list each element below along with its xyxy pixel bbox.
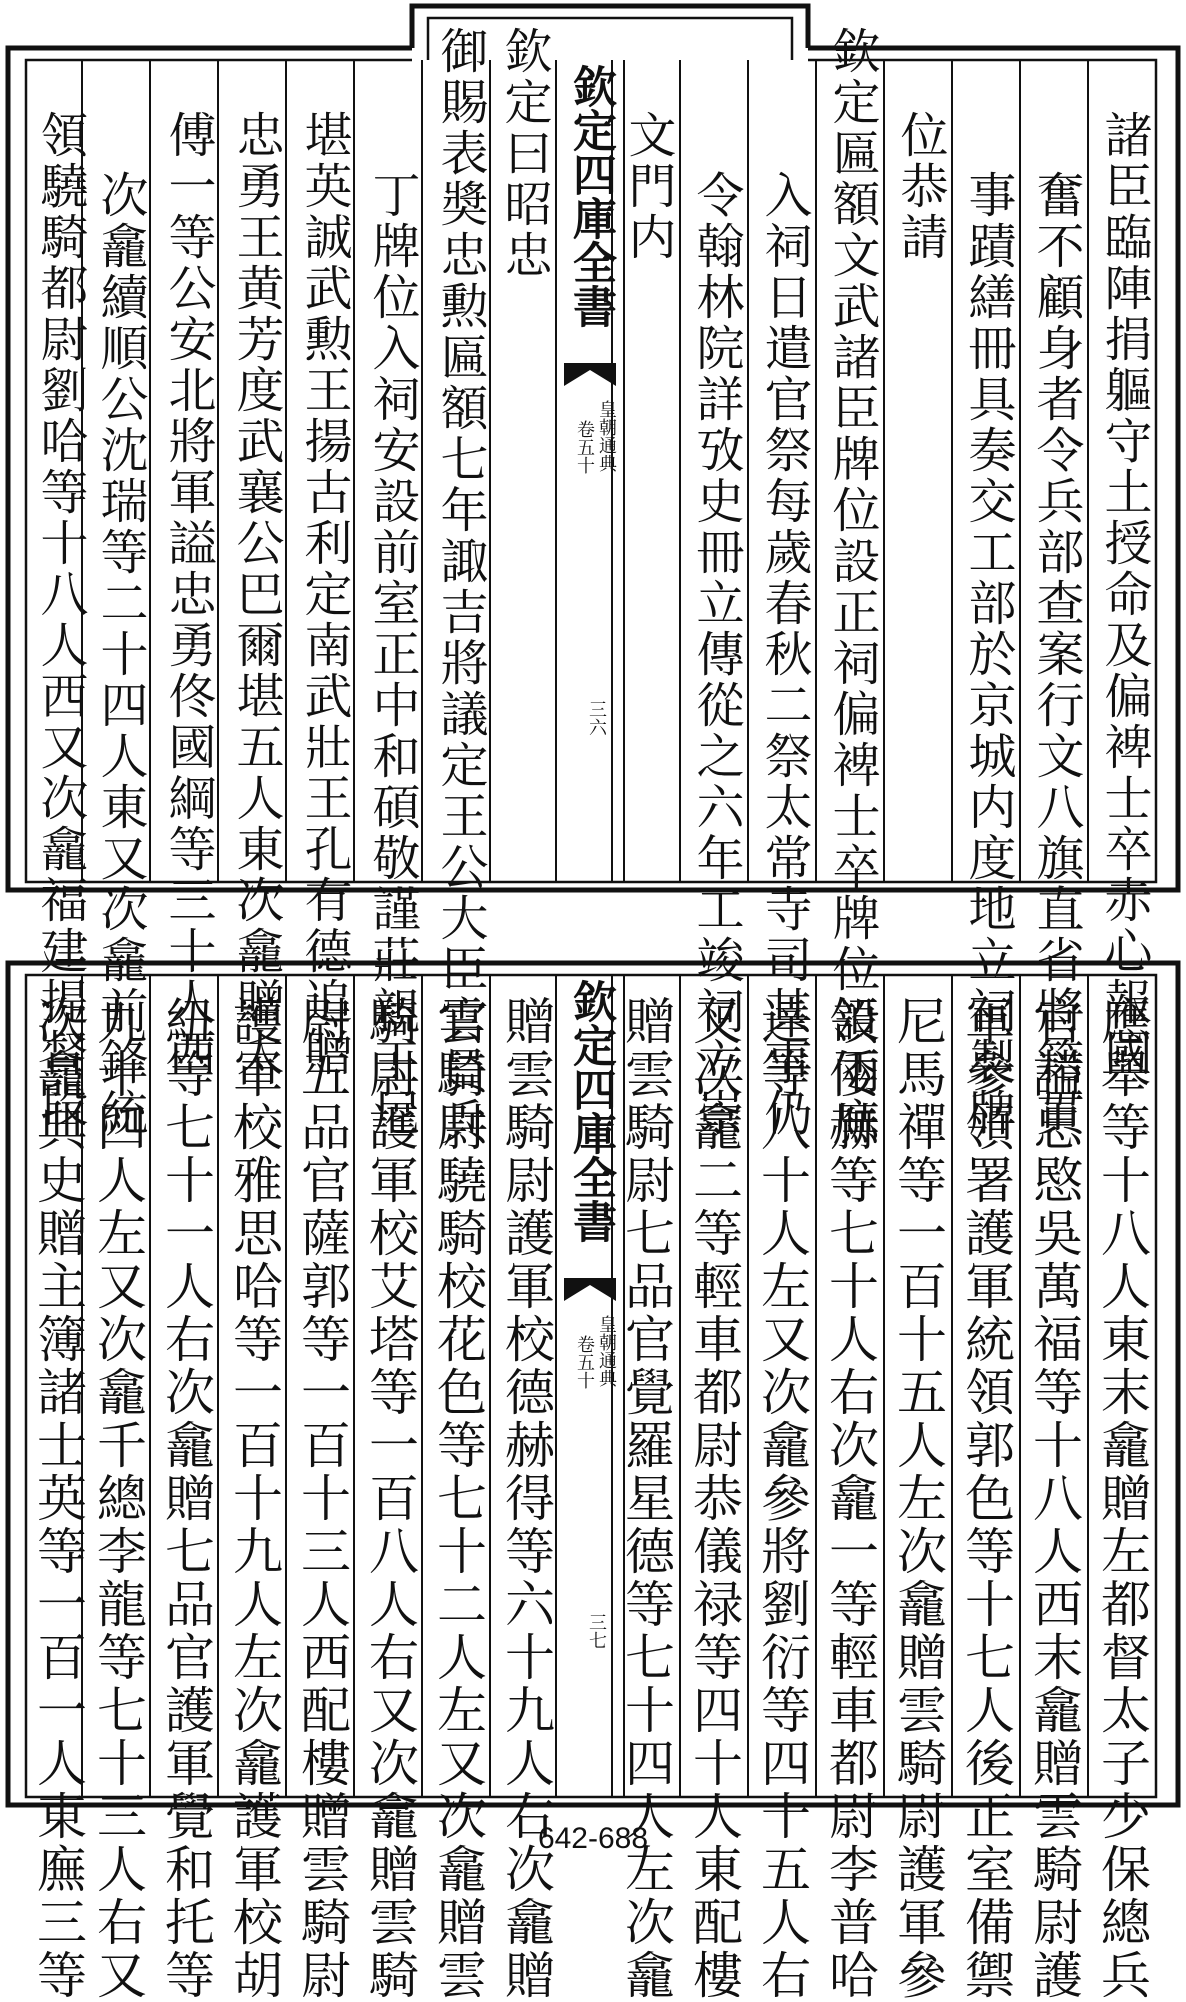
top-column-6: 入祠日遣官祭每歲春秋二祭太常寺司其事仍	[756, 170, 812, 1139]
top-column-16: 領驍騎都尉劉哈等十八人西又次龕福建提督段	[32, 110, 88, 1130]
bottom-fish-tail-mark	[560, 1275, 620, 1305]
bottom-column-3: 軍參領署護軍統領郭色等十七人後正室備禦	[957, 995, 1015, 2002]
top-column-14: 傅一等公安北將軍謚忠勇佟國綱等三十人西	[160, 110, 216, 1079]
top-banner-title: 欽定四庫全書	[565, 64, 616, 328]
top-fish-tail-mark	[560, 360, 620, 390]
bottom-column-6: 達等八十人左又次龕參將劉衍等四十五人右	[753, 995, 811, 2002]
top-column-1: 諸臣臨陣捐軀守土授命及偏裨士卒赤心報國	[1096, 110, 1152, 1079]
bottom-banner-title: 欽定四庫全書	[565, 979, 616, 1243]
bottom-column-5: 領倭赫等七十人右次龕一等輕車都尉李普哈	[821, 995, 879, 2002]
bottom-column-13: 護軍校雅思哈等一百十九人左次龕護軍校胡	[225, 995, 283, 2002]
bottom-column-11: 騎尉護軍校艾塔等一百八人右又次龕贈雲騎	[361, 995, 419, 2002]
bottom-folio-number: 三七	[586, 1613, 607, 1649]
bottom-column-10: 雲騎尉驍騎校花色等七十二人左又次龕贈雲	[429, 995, 487, 2002]
bottom-margin-title: 皇朝通典	[596, 1315, 617, 1387]
top-column-13: 忠勇王黄芳度武襄公巴爾堪五人東次龕贈太	[228, 110, 284, 1079]
bottom-margin-juan: 卷五十	[574, 1335, 595, 1389]
bottom-column-4: 尼馬禪等一百十五人左次龕贈雲騎尉護軍參	[889, 995, 947, 2002]
bottom-column-2: 官謚忠愍吳萬福等十八人西末龕贈雲騎尉護	[1025, 995, 1083, 2002]
top-column-11: 丁牌位入祠安設前室正中和碩敬謹莊親王尼	[364, 170, 420, 1139]
top-column-7: 令翰林院詳攷史冊立傳從之六年工竣祠立崇	[688, 170, 744, 1139]
bottom-column-1: 應舉等十八人東末龕贈左都督太子少保總兵	[1093, 995, 1151, 2002]
bottom-column-9: 贈雲騎尉護軍校德赫得等六十九人右次龕贈	[497, 995, 555, 2002]
top-column-3: 事蹟繕冊具奏交工部於京城内度地立祠製牌	[960, 170, 1016, 1139]
bottom-column-12: 尉五品官薩郭等一百十三人西配樓贈雲騎尉	[293, 995, 351, 2002]
top-folio-number: 三六	[586, 700, 607, 736]
top-column-10: 御賜表奬忠勲匾額七年諏吉將議定王公大臣官員兵	[432, 26, 488, 1148]
page-number: 642-688	[537, 1822, 649, 1855]
top-column-5: 欽定匾額文武諸臣牌位設正祠偏裨士卒牌位設兩廡	[824, 26, 880, 1148]
bottom-column-8: 贈雲騎尉七品官覺羅星德等七十四人左次龕	[617, 995, 675, 2002]
top-margin-juan: 卷五十	[574, 420, 595, 474]
bottom-column-16: 次龕典史贈主簿諸士英等一百一人東廡三等	[29, 995, 87, 2002]
top-column-8: 文門内	[620, 110, 676, 263]
bottom-column-7: 又次龕二等輕車都尉恭儀禄等四十人東配樓	[685, 995, 743, 2002]
bottom-column-15: 九十四人左又次龕千總李龍等七十三人右又	[89, 995, 147, 2002]
top-column-4: 位恭請	[892, 110, 948, 263]
top-column-15: 次龕續順公沈瑞等二十四人東又次龕前鋒統	[92, 170, 148, 1139]
top-margin-title: 皇朝通典	[596, 400, 617, 472]
top-column-2: 奮不顧身者令兵部查案行文八旗直省將籍貫	[1028, 170, 1084, 1139]
top-column-9: 欽定曰昭忠	[496, 26, 552, 281]
top-column-12: 堪英誠武勲王揚古利定南武壯王孔有德追贈	[296, 110, 352, 1079]
bottom-column-14: 紐等七十一人右次龕贈七品官護軍覺和托等	[157, 995, 215, 2002]
